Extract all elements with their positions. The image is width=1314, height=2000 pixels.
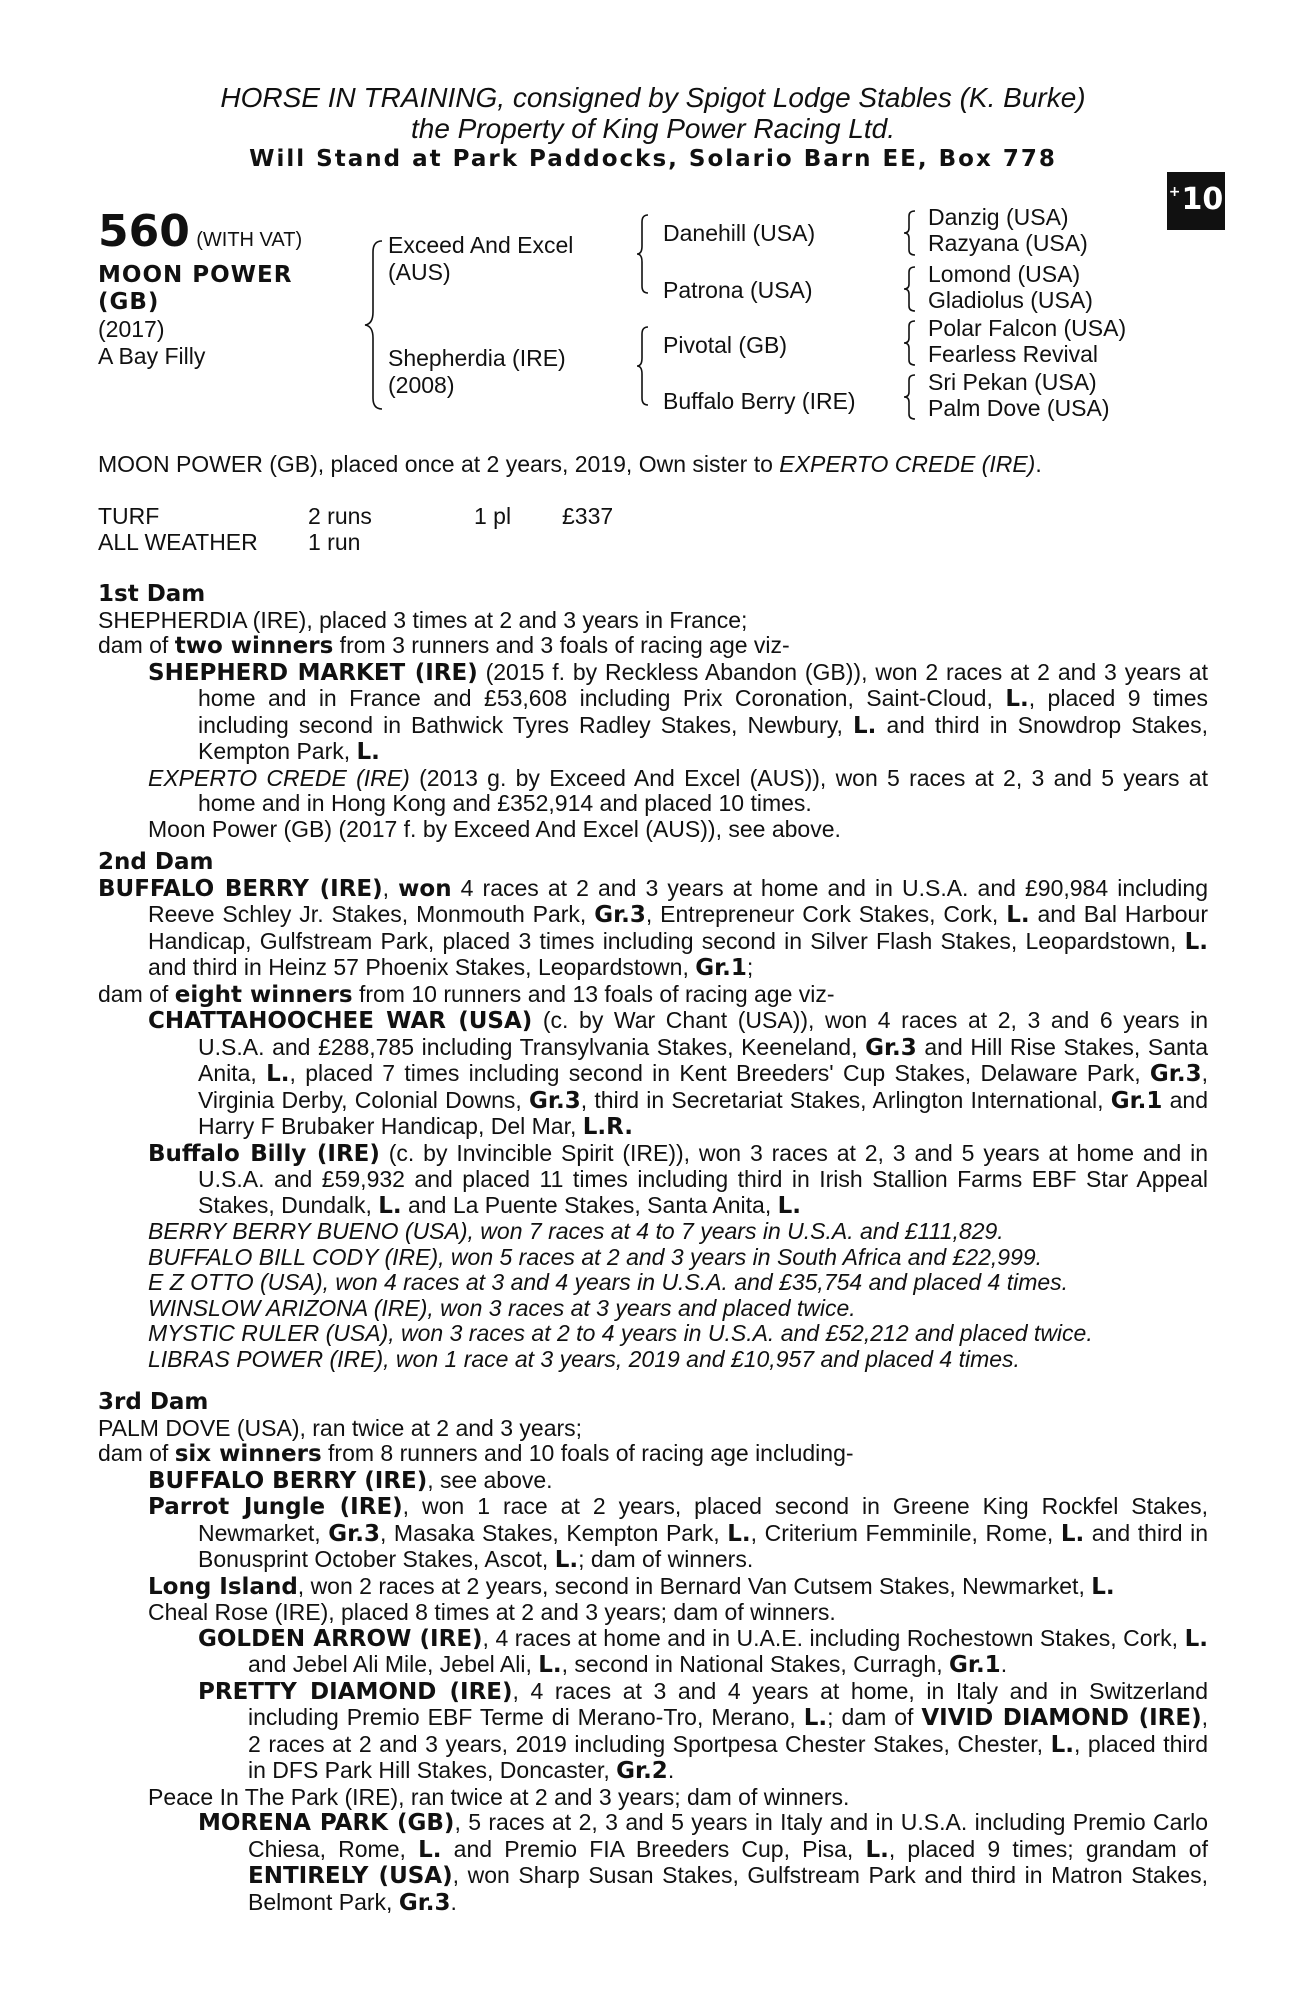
t: Parrot Jungle (IRE) — [148, 1494, 403, 1520]
third-dam-line: PALM DOVE (USA), ran twice at 2 and 3 years; — [98, 1414, 583, 1441]
t: CHATTAHOOCHEE WAR (USA) — [148, 1008, 533, 1034]
t: and Hill Rise Stakes, Santa Anita, — [198, 1033, 1208, 1086]
t: , 4 races at 3 and 4 years at home, in Italy and in Switzerland including Premio EBF Terme di Merano-Tro, Merano, — [248, 1677, 1208, 1730]
t: Gr.1 — [1110, 1087, 1163, 1114]
produce-entry — [98, 1494, 1208, 1574]
t: , won 5 races at 2 and 3 years in South Africa and £22,999. — [438, 1243, 1043, 1270]
t: , won 4 races at 3 and 4 years in U.S.A. and £35,754 and placed 4 times. — [322, 1269, 1069, 1295]
produce-entry: Moon Power (GB) (2017 f. by Exceed And Excel (AUS)), see above. — [148, 815, 841, 842]
ancestor-ssd: Razyana (USA) — [928, 230, 1088, 256]
t: (c. by War Chant (USA)), won 4 races at 2, 3 and 6 years in U.S.A. and £288,785 including Transylvania Stakes, Keeneland, — [198, 1007, 1208, 1060]
t: (2013 g. by Exceed And Excel (AUS)), won 5 races at 2, 3 and 5 years at home and in Hong Kong and £352,914 and placed 10 times. — [198, 764, 1208, 816]
sire-suffix: (AUS) — [388, 259, 451, 285]
t: . — [450, 1888, 457, 1915]
t: ; — [746, 954, 754, 980]
t: L. — [803, 1705, 828, 1731]
t: dam of — [98, 980, 175, 1007]
t: L. — [418, 1836, 442, 1863]
t: , placed third in DFS Park Hill Stakes, Doncaster, — [248, 1730, 1208, 1783]
t: , won 3 races at 2 to 4 years in U.S.A. and £52,212 and placed twice. — [388, 1320, 1093, 1346]
produce-entry — [98, 1219, 1208, 1245]
t: , see above. — [427, 1466, 553, 1493]
produce-entry — [98, 1141, 1208, 1220]
t: Gr.2 — [616, 1758, 668, 1784]
ancestor-sdd: Gladiolus (USA) — [928, 287, 1093, 313]
produce-entry — [98, 1270, 1208, 1296]
turf-label: TURF — [98, 503, 160, 529]
summary-end: . — [1035, 451, 1042, 477]
t: Long Island — [148, 1573, 298, 1600]
t: L. — [1184, 928, 1208, 955]
t: L. — [777, 1192, 802, 1219]
t: L. — [378, 1192, 402, 1219]
t: E Z OTTO (USA) — [148, 1269, 323, 1295]
t: eight winners — [174, 981, 353, 1008]
second-dam-produce — [98, 982, 1208, 1009]
bracket-g1 — [903, 210, 917, 256]
t: and Premio FIA Breeders Cup, Pisa, — [441, 1835, 866, 1862]
t: Gr.3 — [1149, 1061, 1202, 1087]
bracket-parents — [364, 240, 384, 410]
t: , — [382, 874, 399, 901]
t: L. — [538, 1652, 562, 1678]
t: , second in National Stakes, Curragh, — [561, 1651, 949, 1677]
third-dam-heading: 3rd Dam — [98, 1389, 209, 1415]
t: dam of — [98, 1440, 175, 1466]
third-dam-produce — [98, 1441, 1208, 1468]
t: L. — [1006, 902, 1030, 928]
t: , won 1 race at 3 years, 2019 and £10,957 and placed 4 times. — [383, 1345, 1020, 1372]
first-dam-section — [98, 582, 1208, 842]
produce-entry — [98, 1468, 1208, 1495]
grand-produce-entry — [98, 1810, 1208, 1916]
bracket-g4 — [903, 374, 917, 420]
consignor-line: HORSE IN TRAINING, consigned by Spigot Lodge Stables (K. Burke) — [220, 82, 1086, 113]
second-dam-section — [98, 850, 1208, 1372]
turf-runs: 2 runs — [308, 503, 372, 529]
t: Gr.3 — [594, 902, 646, 928]
t: L. — [1050, 1731, 1074, 1758]
t: GOLDEN ARROW (IRE) — [198, 1625, 483, 1652]
t: . — [667, 1757, 675, 1783]
t: , 4 races at home and in U.A.E. including Rochestown Stakes, Cork, — [482, 1624, 1185, 1651]
first-dam-line: SHEPHERDIA (IRE), placed 3 times at 2 and 3 years in France; — [98, 606, 748, 633]
t: Gr.1 — [695, 955, 747, 981]
horse-suffix: (GB) — [98, 289, 160, 315]
bracket-g2 — [903, 266, 917, 312]
foaling-year: (2017) — [98, 316, 165, 342]
t: WINSLOW ARIZONA (IRE) — [148, 1294, 428, 1321]
produce-entry — [98, 766, 1208, 817]
sire-sire: Danehill (USA) — [663, 220, 816, 246]
t: and Jebel Ali Mile, Jebel Ali, — [248, 1651, 539, 1677]
pedigree-block — [98, 204, 1208, 435]
t: , won 7 races at 4 to 7 years in U.S.A. and £111,829. — [467, 1218, 1004, 1244]
summary-sister: EXPERTO CREDE (IRE) — [779, 451, 1036, 477]
t: MORENA PARK (GB) — [198, 1810, 455, 1836]
sire-dam: Patrona (USA) — [663, 277, 813, 303]
t: Gr.3 — [529, 1087, 581, 1114]
vat-label: (WITH VAT) — [196, 229, 303, 251]
t: , 5 races at 2, 3 and 5 years in Italy and in U.S.A. including Premio Carlo Chiesa, Rome, — [248, 1809, 1209, 1862]
t: and third in Heinz 57 Phoenix Stakes, Leopardstown, — [148, 954, 696, 980]
t: LIBRAS POWER (IRE) — [148, 1345, 384, 1372]
produce-entry: Peace In The Park (IRE), ran twice at 2 and 3 years; dam of winners. — [148, 1783, 850, 1810]
t: L. — [356, 739, 380, 765]
turf-earnings: £337 — [562, 503, 614, 529]
aw-runs: 1 run — [308, 529, 361, 555]
t: and La Puente Stakes, Santa Anita, — [401, 1191, 778, 1218]
turf-placings: 1 pl — [474, 503, 512, 529]
ancestor-sss: Danzig (USA) — [928, 204, 1069, 230]
t: (2015 f. by Reckless Abandon (GB)), won 2 races at 2 and 3 years at home and in France and £53,608 including Prix Coronation, Saint-Cloud, — [198, 658, 1208, 711]
t: BUFFALO BERRY (IRE) — [148, 1467, 428, 1494]
ancestor-sds: Lomond (USA) — [928, 261, 1081, 287]
dam-dam: Buffalo Berry (IRE) — [663, 388, 856, 414]
t: ; dam of — [827, 1704, 922, 1730]
t: L.R. — [582, 1114, 634, 1140]
t: , won 2 races at 2 years, second in Bernard Van Cutsem Stakes, Newmarket, — [297, 1572, 1092, 1599]
t: PRETTY DIAMOND (IRE) — [198, 1678, 513, 1705]
t: Buffalo Billy (IRE) — [148, 1140, 380, 1167]
t: 4 races at 2 and 3 years at home and in U.S.A. and £90,984 including Reeve Schley Jr. Stakes, Monmouth Park, — [148, 874, 1209, 927]
t: , Criterium Femminile, Rome, — [750, 1519, 1061, 1546]
t: BUFFALO BILL CODY (IRE) — [148, 1243, 439, 1270]
t: , placed 7 times including second in Kent Breeders' Cup Stakes, Delaware Park, — [289, 1060, 1150, 1086]
t: ; dam of winners. — [578, 1546, 754, 1572]
t: MYSTIC RULER (USA) — [148, 1320, 389, 1346]
grand-produce-entry — [98, 1626, 1208, 1679]
owner-line: the Property of King Power Racing Ltd. — [410, 113, 896, 144]
t: , won 1 race at 2 years, placed second in Greene King Rockfel Stakes, Newmarket, — [198, 1493, 1208, 1546]
t: Gr.3 — [398, 1889, 451, 1916]
t: , Entrepreneur Cork Stakes, Cork, — [645, 901, 1007, 927]
ancestor-dds: Sri Pekan (USA) — [928, 369, 1097, 395]
dam-name: Shepherdia (IRE) — [388, 345, 566, 371]
bracket-g3 — [903, 320, 917, 366]
t: , placed 9 times including second in Bathwick Tyres Radley Stakes, Newbury, — [198, 685, 1208, 738]
t: ENTIRELY (USA) — [248, 1863, 453, 1889]
first-dam-heading: 1st Dam — [98, 581, 206, 607]
t: , third in Secretariat Stakes, Arlington International, — [580, 1086, 1111, 1113]
third-dam-section — [98, 1390, 1208, 1916]
t: , placed 9 times; grandam of — [888, 1835, 1208, 1862]
produce-entry — [98, 1347, 1208, 1373]
t: and Harry F Brubaker Handicap, Del Mar, — [198, 1086, 1209, 1139]
summary-text: MOON POWER (GB), placed once at 2 years, 2019, Own sister to — [98, 451, 780, 477]
t: and third in Bonusprint October Stakes, Ascot, — [198, 1519, 1208, 1572]
sire-name: Exceed And Excel — [388, 232, 574, 258]
grand-produce-entry — [98, 1679, 1208, 1785]
second-dam-heading: 2nd Dam — [98, 849, 214, 875]
t: Gr.3 — [328, 1520, 380, 1547]
produce-entry — [98, 1245, 1208, 1271]
t: from 8 runners and 10 foals of racing age including- — [321, 1440, 854, 1466]
produce-entry — [98, 1574, 1208, 1601]
t: . — [1000, 1651, 1008, 1677]
dam-year: (2008) — [388, 372, 455, 398]
dam-sire: Pivotal (GB) — [663, 332, 787, 358]
t: Gr.3 — [865, 1034, 917, 1061]
t: L. — [1091, 1573, 1115, 1600]
bracket-sire-line — [636, 214, 650, 294]
t: won — [398, 875, 452, 902]
t: L. — [1184, 1625, 1208, 1652]
t: BUFFALO BERRY (IRE) — [98, 875, 383, 902]
t: , Virginia Derby, Colonial Downs, — [198, 1060, 1208, 1113]
t: (c. by Invincible Spirit (IRE)), won 3 races at 2, 3 and 5 years at home and in U.S.A. and £59,932 and placed 11 times including third in Irish Stallion Farms EBF Star Appeal Stakes, Dundalk, — [198, 1139, 1209, 1218]
lot-number: 560 — [98, 206, 190, 257]
t: L. — [852, 712, 877, 739]
t: EXPERTO CREDE (IRE) — [148, 764, 410, 791]
bracket-dam-line — [636, 326, 650, 406]
lot-number-row — [98, 206, 303, 257]
catalogue-header — [98, 82, 1208, 172]
t: L. — [727, 1520, 751, 1547]
first-dam-produce — [98, 633, 1208, 660]
produce-entry — [98, 660, 1208, 766]
t: , 2 races at 2 and 3 years, 2019 including Sportpesa Chester Stakes, Chester, — [248, 1704, 1209, 1757]
produce-entry — [98, 1008, 1208, 1141]
t: L. — [865, 1836, 889, 1863]
summary-line — [98, 452, 1208, 478]
t: and Bal Harbour Handicap, Gulfstream Park, placed 3 times including second in Silver Flash Stakes, Leopardstown, — [148, 901, 1208, 954]
t: , won Sharp Susan Stakes, Gulfstream Park and third in Matron Stakes, Belmont Park, — [248, 1862, 1208, 1915]
t: L. — [1060, 1520, 1085, 1547]
horse-description: A Bay Filly — [98, 343, 206, 369]
aw-label: ALL WEATHER — [98, 529, 258, 555]
produce-entry — [98, 1296, 1208, 1322]
second-dam-line — [98, 876, 1208, 982]
t: from 3 runners and 3 foals of racing age viz- — [333, 632, 790, 658]
t: , Masaka Stakes, Kempton Park, — [379, 1519, 728, 1546]
t: L. — [1005, 686, 1029, 712]
ancestor-ddd: Palm Dove (USA) — [928, 395, 1110, 421]
t: from 10 runners and 13 foals of racing age viz- — [352, 980, 835, 1007]
produce-entry: Cheal Rose (IRE), placed 8 times at 2 and 3 years; dam of winners. — [148, 1599, 836, 1625]
horse-name: MOON POWER — [98, 262, 293, 288]
t: and third in Snowdrop Stakes, Kempton Park, — [198, 711, 1208, 764]
ancestor-dsd: Fearless Revival — [928, 341, 1098, 367]
t: , won 3 races at 3 years and placed twice. — [427, 1294, 856, 1321]
t: SHEPHERD MARKET (IRE) — [148, 659, 478, 686]
ancestor-dss: Polar Falcon (USA) — [928, 315, 1127, 341]
t: VIVID DIAMOND (IRE) — [921, 1705, 1202, 1731]
badge-number: 10 — [1181, 182, 1224, 217]
produce-entry — [98, 1321, 1208, 1347]
location-line: Will Stand at Park Paddocks, Solario Barn EE, Box 778 — [249, 146, 1057, 172]
t: L. — [554, 1547, 579, 1573]
t: Gr.1 — [949, 1652, 1001, 1678]
t: L. — [266, 1061, 290, 1087]
t: BERRY BERRY BUENO (USA) — [148, 1218, 468, 1244]
t: six winners — [174, 1441, 322, 1467]
t: two winners — [174, 633, 334, 659]
badge-plus: + — [1168, 184, 1181, 200]
t: dam of — [98, 632, 175, 658]
